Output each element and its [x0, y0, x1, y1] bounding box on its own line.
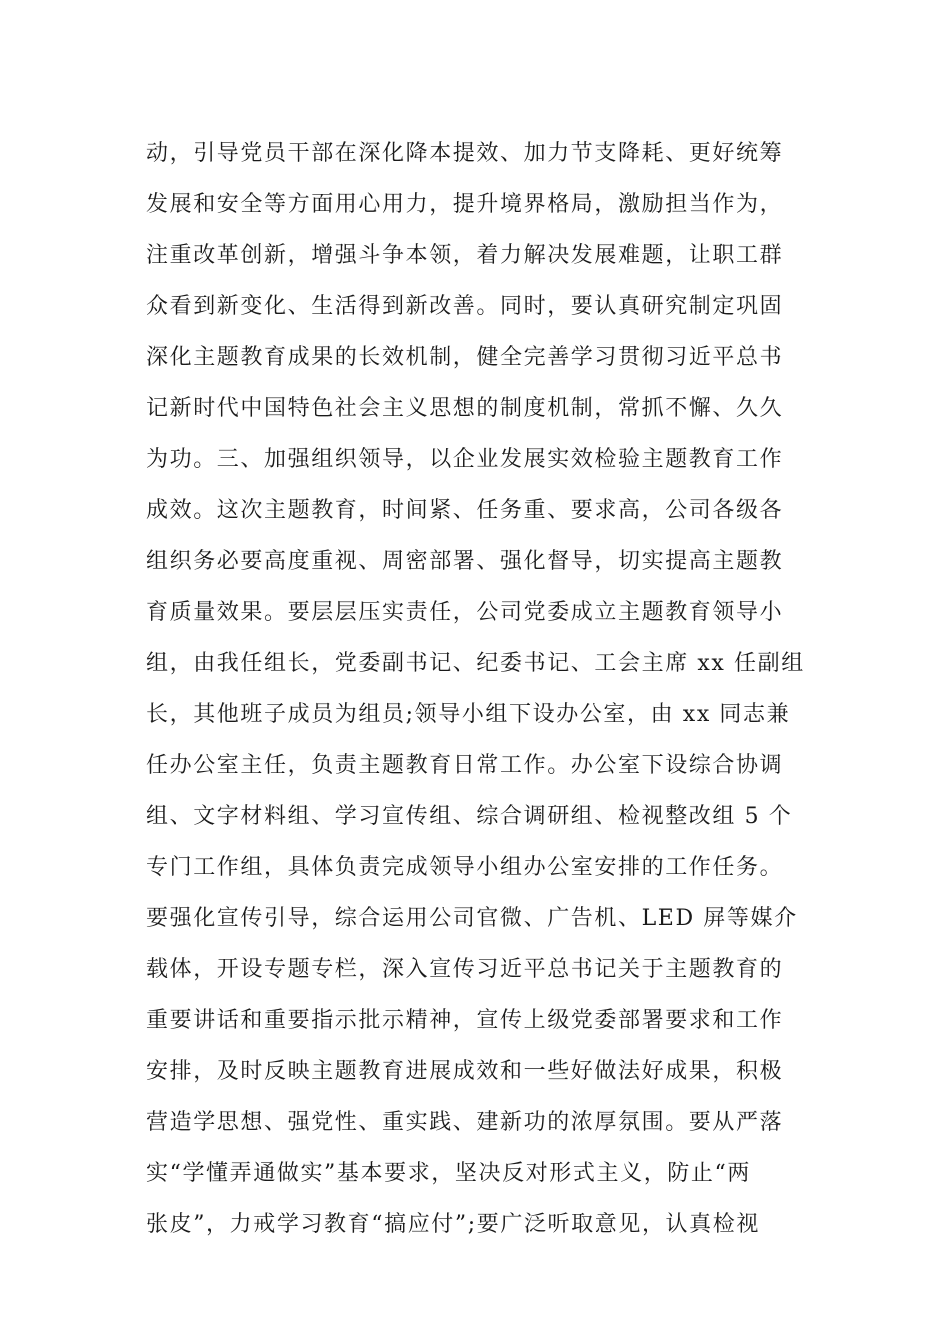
text-line: 营造学思想、强党性、重实践、建新功的浓厚氛围。要从严落 [146, 1110, 784, 1135]
text-line: 注重改革创新，增强斗争本领，着力解决发展难题，让职工群 [146, 243, 784, 268]
text-line: 记新时代中国特色社会主义思想的制度机制，常抓不懈、久久 [146, 396, 784, 421]
text-line: 要强化宣传引导，综合运用公司官微、广告机、LED 屏等媒介 [146, 906, 798, 931]
text-line: 任办公室主任，负责主题教育日常工作。办公室下设综合协调 [146, 753, 784, 778]
text-line: 为功。三、加强组织领导，以企业发展实效检验主题教育工作 [146, 447, 784, 472]
text-line: 安排，及时反映主题教育进展成效和一些好做法好成果，积极 [146, 1059, 784, 1084]
text-line: 载体，开设专题专栏，深入宣传习近平总书记关于主题教育的 [146, 957, 784, 982]
body-paragraph [146, 128, 816, 1250]
text-line: 深化主题教育成果的长效机制，健全完善学习贯彻习近平总书 [146, 345, 784, 370]
text-line: 组、文字材料组、学习宣传组、综合调研组、检视整改组 5 个 [146, 804, 793, 829]
text-line: 张皮”，力戒学习教育“搞应付”;要广泛听取意见，认真检视 [146, 1212, 760, 1237]
text-line: 发展和安全等方面用心用力，提升境界格局，激励担当作为， [146, 192, 784, 217]
text-line: 众看到新变化、生活得到新改善。同时，要认真研究制定巩固 [146, 294, 784, 319]
text-line: 专门工作组，具体负责完成领导小组办公室安排的工作任务。 [146, 855, 784, 880]
text-line: 组织务必要高度重视、周密部署、强化督导，切实提高主题教 [146, 549, 784, 574]
text-line: 组，由我任组长，党委副书记、纪委书记、工会主席 xx 任副组 [146, 651, 805, 676]
text-line: 长，其他班子成员为组员;领导小组下设办公室，由 xx 同志兼 [146, 702, 791, 727]
text-line: 实“学懂弄通做实”基本要求，坚决反对形式主义，防止“两 [146, 1161, 751, 1186]
text-line: 动，引导党员干部在深化降本提效、加力节支降耗、更好统筹 [146, 141, 784, 166]
text-line: 重要讲话和重要指示批示精神，宣传上级党委部署要求和工作 [146, 1008, 784, 1033]
text-line: 育质量效果。要层层压实责任，公司党委成立主题教育领导小 [146, 600, 784, 625]
text-line: 成效。这次主题教育，时间紧、任务重、要求高，公司各级各 [146, 498, 784, 523]
